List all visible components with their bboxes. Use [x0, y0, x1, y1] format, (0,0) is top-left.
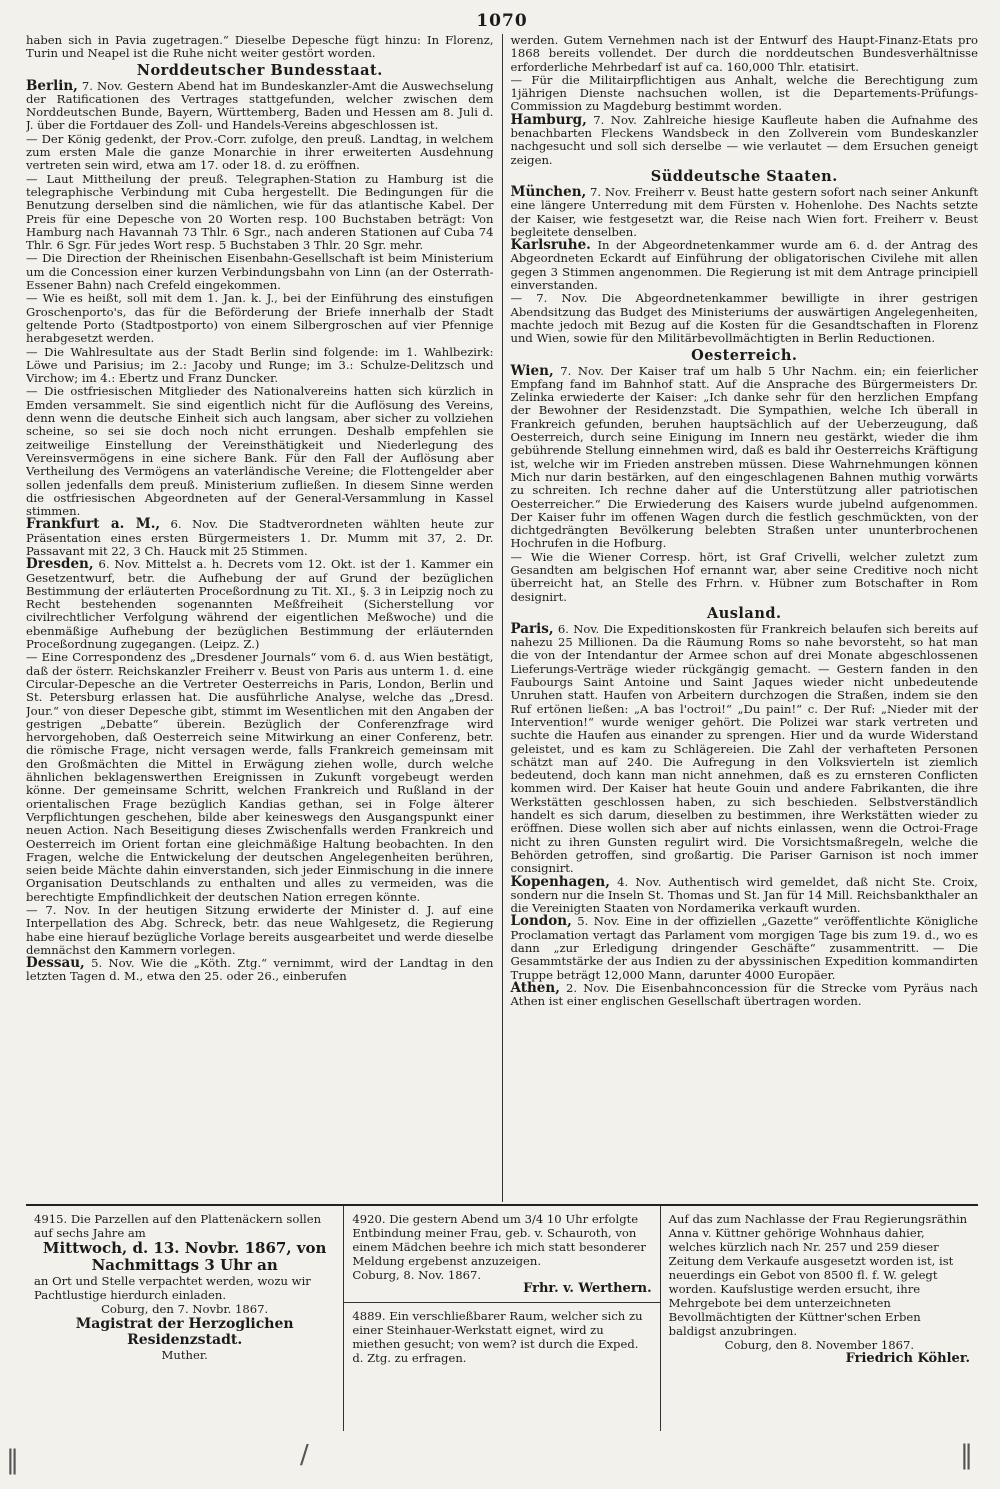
- paragraph: haben sich in Pavia zugetragen.“ Dieselbe Depesche fügt hinzu: In Florenz, Turin und Neapel ist die Ruhe nicht weiter gestört worden.: [26, 34, 494, 61]
- paragraph: — 7. Nov. In der heutigen Sitzung erwiderte der Minister d. J. auf eine Interpellation des Abg. Schreck, betr. das neue Wahlgesetz, die Regierung habe eine hierauf bezügliche Vorlage bereits ausgearbeitet und werde dieselbe demnächst den Kammern vorlegen.: [26, 903, 494, 957]
- dateline: Frankfurt a. M.,: [26, 516, 161, 533]
- page-number: 1070: [476, 11, 528, 31]
- advertisement-birth: [344, 1206, 659, 1302]
- section-heading: Süddeutsche Staaten.: [650, 167, 838, 185]
- paragraph-text: 6. Nov. Mittelst a. h. Decrets vom 12. Okt. ist der 1. Kammer ein Gesetzentwurf, betr. die Aufhebung der auf Grund der bezüglichen Bestimmung der erläuterten Proceßordnung zu Tit. XI., §. 3 in Leipzig noch zu Recht bestehenden sogenannten Meßfreiheit (Sicherstellung vor civilrechtlicher Verfolgung während der eigentlichen Meßwoche) und die ebenmäßige Aufhebung der bezüglichen Bestimmung der erläuternden Proceßordnung zugegangen. (Leipz. Z.): [26, 557, 494, 652]
- dateline: Athen,: [510, 979, 560, 996]
- ad-date: Coburg, 8. Nov. 1867.: [352, 1268, 482, 1282]
- section-heading: Oesterreich.: [691, 346, 798, 364]
- dateline: Paris,: [510, 620, 554, 637]
- paragraph: [510, 111, 979, 167]
- paragraph: [26, 518, 494, 558]
- right-column: [503, 34, 979, 1202]
- dateline: Wien,: [510, 362, 554, 379]
- paragraph-text: 6. Nov. Die Stadtverordneten wählten heute zur Präsentation eines ersten Bürgermeisters 1. Dr. Mumm mit 37, 2. Dr. Passavant mit 22, 3 Ch. Hauck mit 25 Stimmen.: [26, 517, 494, 558]
- paragraph: — Eine Correspondenz des „Dresdener Journals“ vom 6. d. aus Wien bestätigt, daß der österr. Reichskanzler Freiherr v. Beust von Paris aus unterm 1. d. eine Circular-Depesche an die Vertreter Oesterreichs in Paris, London, Berlin und St. Petersburg erlassen hat. Die ausführliche Analyse, welche das „Dresd. Jour.“ von dieser Depesche gibt, stimmt im Wesentlichen mit den Angaben der gestrigen „Debatte“ überein. Bezüglich der Conferenzfrage wird hervorgehoben, daß Oesterreich seine Mitwirkung an einer Conferenz, betr. die römische Frage, nicht versagen werde, falls Frankreich gemeinsam mit den Großmächten die Mittel in Erwägung ziehen wolle, durch welche ähnlichen beklagenswerthen Ereignissen in Zukunft vorgebeugt werden könne. Der gemeinsame Schritt, welchen Frankreich und Rußland in der orientalischen Frage bezüglich Kandias gethan, sei in Folge älterer Verpflichtungen geschehen, bilde aber keineswegs den Ausgangspunkt einer neuen Action. Nach Beseitigung dieses Zwischenfalls werden Frankreich und Oesterreich im Orient fortan eine gleichmäßige Haltung beobachten. In den Fragen, welche die Entwickelung der deutschen Angelegenheiten berühren, seien beide Mächte dahin einverstanden, sich jeder Einmischung in die innere Organisation Deutschlands zu enthalten und alles zu vermeiden, was die berechtigte Empfindlichkeit der deutschen Nation erregen könnte.: [26, 650, 494, 904]
- paragraph-text: In der Abgeordnetenkammer wurde am 6. d. der Antrag des Abgeordneten Eckardt auf Einführung der obligatorischen Civilehe mit allen gegen 3 Stimmen angenommen. Die Regierung ist mit dem Antrage principiell einverstanden.: [510, 238, 978, 293]
- paragraph: [26, 558, 494, 651]
- paragraph-text: 7. Nov. Gestern Abend hat im Bundeskanzler-Amt die Auswechselung der Ratificationen des Vertrages stattgefunden, welcher zwischen dem Norddeutschen Bunde, Bayern, Württemberg, Baden und Hessen am 8. Juli d. J. über die Fortdauer des Zoll- und Handels-Vereins abgeschlossen ist.: [26, 78, 494, 133]
- paragraph: [26, 957, 494, 984]
- paragraph: [510, 183, 979, 239]
- paragraph-text: 4. Nov. Authentisch wird gemeldet, daß nicht Ste. Croix, sondern nur die Inseln St. Thomas und St. Jan für 14 Mill. Reichsbankthaler an die Vereinigten Staaten von Nordamerika verkauft wurden.: [510, 874, 978, 916]
- dateline: Hamburg,: [510, 111, 587, 128]
- ad-text: 4920. Die gestern Abend um 3/4 10 Uhr erfolgte Entbindung meiner Frau, geb. v. Schauroth, von einem Mädchen beehre ich mich statt besonderer Meldung ergebenst anzuzeigen.: [352, 1212, 646, 1268]
- dateline: London,: [510, 913, 572, 930]
- dateline: Berlin,: [26, 77, 78, 94]
- ad-headline: Mittwoch, d. 13. Novbr. 1867, von Nachmittags 3 Uhr an: [42, 1239, 327, 1274]
- advertisement-room: [344, 1302, 659, 1371]
- paragraph: [510, 362, 979, 551]
- paragraph: — 7. Nov. Die Abgeordnetenkammer bewilligte in ihrer gestrigen Abendsitzung das Budget des Ministeriums der auswärtigen Angelegenheiten, machte jedoch mit Bezug auf die Kosten für die Gesandtschaften in Florenz und Wien, sowie für den Militärbevollmächtigten in Berlin Reductionen.: [510, 291, 978, 346]
- section-heading: Ausland.: [706, 604, 782, 622]
- dateline: Dresden,: [26, 556, 94, 573]
- ad-signature: Magistrat der Herzoglichen Residenzstadt.: [75, 1316, 294, 1348]
- paragraph-text: 6. Nov. Die Expeditionskosten für Frankreich belaufen sich bereits auf nahezu 25 Millionen. Da die Räumung Roms so nahe bevorsteht, so hat man die von der Intendantur der Armee schon auf drei Monate abgeschlossenen Lieferungs-Verträge wieder rückgängig gemacht. — Gestern fanden in den Faubourgs Saint Antoine und Saint Jaques wieder nicht unbedeutende Unruhen statt. Haufen von Arbeitern durchzogen die Straßen, indem sie den Ruf ertönen ließen: „A bas l'octroi!“ „Du pain!“ c. Der Ruf: „Nieder mit der Intervention!“ wurde weniger gehört. Die Polizei war stark vertreten und suchte die Haufen aus einander zu sprengen. Hier und da wurde Widerstand geleistet, und es kam zu Schlägereien. Die Zahl der verhafteten Personen schätzt man auf 240. Die Aufregung in den Volksvierteln ist ziemlich bedeutend, doch kann man nicht annehmen, daß es zu ernsteren Conflicten kommen wird. Der Kaiser hat heute Gouin und andere Fabrikanten, die ihre Werkstätten geschlossen haben, zu sich beschieden. Selbstverständlich handelt es sich darum, dieselben zu bestimmen, ihre Werkstätten wieder zu eröffnen. Diese wollen sich aber auf nichts einlassen, wenn die Octroi-Frage nicht zu ihren Gunsten regulirt wird. Die Vorsichtsmaßregeln, welche die Behörden getroffen, sind großartig. Die Pariser Garnison ist noch immer consignirt.: [510, 621, 978, 876]
- section-heading: Norddeutscher Bundesstaat.: [136, 61, 383, 79]
- ad-text: Auf das zum Nachlasse der Frau Regierungsräthin Anna v. Küttner gehörige Wohnhaus dahier, welches kürzlich nach Nr. 257 und 259 dieser Zeitung dem Verkaufe ausgesetzt worden ist, ist neuerdings ein Gebot von 8500 fl. f. W. gelegt worden. Kaufslustige werden ersucht, ihre Mehrgebote bei dem unterzeichneten Bevollmächtigten der Küttner'schen Erben baldigst anzubringen.: [668, 1212, 968, 1338]
- paragraph: [510, 873, 979, 916]
- dateline: München,: [510, 183, 587, 200]
- ad-signature: Frhr. v. Werthern.: [523, 1281, 652, 1296]
- pencil-mark: ‖: [960, 1440, 973, 1470]
- paragraph-text: 7. Nov. Zahlreiche hiesige Kaufleute haben die Aufnahme des benachbarten Fleckens Wandsbeck in den Zollverein vom Bundeskanzler nachgesucht und soll sich derselbe — wie verlautet — dem Ersuchen geneigt zeigen.: [510, 112, 978, 167]
- ad-date: Coburg, den 8. November 1867.: [724, 1338, 915, 1352]
- paragraph: [511, 239, 979, 292]
- paragraph: — Die ostfriesischen Mitglieder des Nationalvereins hatten sich kürzlich in Emden versammelt. Sie sind eigentlich nicht für die Auflösung des Vereins, denn wenn die deutsche Einheit sich auch langsam, aber sicher zu vollziehen scheine, so sei sie doch noch nicht errungen. Deshalb empfehlen sie zeitweilige Einstellung der Vereinsthätigkeit und Niederlegung des Vereinsvermögens in eine sichere Bank. Für den Fall der Auflösung aber Vertheilung des Vermögens an vaterländische Vereine; die Flottengelder aber sollen jedenfalls dem preuß. Ministerium zufließen. In diesem Sinne werden die ostfriesischen Abgeordneten auf der General-Versammlung in Kassel stimmen.: [26, 384, 494, 519]
- paragraph-text: 7. Nov. Der Kaiser traf um halb 5 Uhr Nachm. ein; ein feierlicher Empfang fand im Bahnhof statt. Auf die Ansprache des Bürgermeisters Dr. Zelinka erwiederte der Kaiser: „Ich danke sehr für den herzlichen Empfang der Bewohner der Residenzstadt. Die Sympathien, welche Ich überall in Frankreich gefunden, beruhen hauptsächlich auf der Ueberzeugung, daß Oesterreich, durch seine Einigung im Innern neu gestärkt, wieder die ihm gebührende Stellung einnehmen wird, daß es bald ihr Oesterreichs Kräftigung ist, welche wir im Frieden anstreben müssen. Diese Wahrnehmungen können Mich nur darin bestärken, auf den eingeschlagenen Bahnen muthig vorwärts zu schreiten. Ich rechne daher auf die Unterstützung aller patriotischen Oesterreicher.“ Die Erwiederung des Kaisers wurde jubelnd aufgenommen. Der Kaiser fuhr im offenen Wagen durch die festlich geschmückten, von der dichtgedrängten Bevölkerung belebten Straßen unter ununterbrochenen Hochrufen in die Hofburg.: [510, 363, 978, 551]
- paragraph: — Der König gedenkt, der Prov.-Corr. zufolge, den preuß. Landtag, in welchem zum ersten Male die ganze Monarchie in ihrer erweiterten Ausdehnung vertreten sein wird, etwa am 17. oder 18. d. zu eröffnen.: [26, 131, 494, 173]
- pencil-mark: ‖: [6, 1445, 19, 1475]
- ad-text: 4889. Ein verschließbarer Raum, welcher sich zu einer Steinhauer-Werkstatt eignet, wird zu miethen gesucht; von wem? ist durch die Exped. d. Ztg. zu erfragen.: [352, 1309, 643, 1365]
- paragraph: [26, 77, 494, 133]
- paragraph: — Laut Mittheilung der preuß. Telegraphen-Station zu Hamburg ist die telegraphische Verbindung mit Cuba hergestellt. Die Bedingungen für die Benutzung derselben sind die nämlichen, wie für das atlantische Kabel. Der Preis für eine Depesche von 20 Worten resp. 100 Buchstaben beträgt: Von Hamburg nach Havannah 73 Thlr. 6 Sgr., nach anderen Stationen auf Cuba 74 Thlr. 6 Sgr. Für jedes Wort resp. 5 Buchstaben 3 Thlr. 20 Sgr. mehr.: [26, 171, 494, 253]
- paragraph: — Wie es heißt, soll mit dem 1. Jan. k. J., bei der Einführung des einstufigen Groschenporto's, das für die Beförderung der Briefe innerhalb der Stadt geltende Porto (Stadtpostporto) von einem Silbergroschen auf vier Pfennige herabgesetzt werden.: [26, 291, 494, 346]
- paragraph: — Wie die Wiener Corresp. hört, ist Graf Crivelli, welcher zuletzt zum Gesandten am belgischen Hof ernannt war, aber seine Creditive noch nicht überreicht hat, an Stelle des Frhrn. v. Hübner zum Botschafter in Rom designirt.: [510, 549, 978, 604]
- advertisement-section: [26, 1204, 978, 1431]
- ad-date: Coburg, den 7. Novbr. 1867.: [101, 1302, 269, 1316]
- ad-text: an Ort und Stelle verpachtet werden, wozu wir Pachtlustige hierdurch einladen.: [34, 1274, 311, 1302]
- left-column: [26, 34, 503, 1202]
- ad-signature: Friedrich Köhler.: [845, 1351, 970, 1366]
- paragraph-text: 2. Nov. Die Eisenbahnconcession für die Strecke vom Pyräus nach Athen ist einer englischen Gesellschaft übertragen worden.: [510, 980, 978, 1009]
- dateline: Dessau,: [26, 955, 85, 972]
- dateline: Karlsruhe.: [510, 237, 591, 254]
- paragraph-text: 5. Nov. Eine in der offiziellen „Gazette“ veröffentlichte Königliche Proclamation vertagt das Parlament vom morgigen Tage bis zum 19. d., wo es dann „zur Erledigung dringender Geschäfte“ zusammentritt. — Die Gesammtstärke der aus Indien zu der abyssinischen Expedition kommandirten Truppe beträgt 12,000 Mann, darunter 4000 Europäer.: [510, 914, 978, 982]
- paragraph: — Für die Militairpflichtigen aus Anhalt, welche die Berechtigung zum 1jährigen Dienste nachsuchen wollen, ist die Departements-Prüfungs-Commission zu Magdeburg bestimmt worden.: [510, 72, 978, 114]
- paragraph: [510, 620, 979, 876]
- paragraph: — Die Direction der Rheinischen Eisenbahn-Gesellschaft ist beim Ministerium um die Concession einer kurzen Verbindungsbahn von Linn (an der Osterrath-Essener Bahn) nach Crefeld eingekommen.: [26, 251, 494, 293]
- advertisement-house: [661, 1206, 978, 1431]
- paragraph: [511, 915, 979, 981]
- paragraph: — Die Wahlresultate aus der Stadt Berlin sind folgende: im 1. Wahlbezirk: Löwe und Parisius; im 2.: Jacoby und Runge; im 3.: Schulze-Delitzsch und Virchow; im 4.: Ebertz und Franz Duncker.: [26, 344, 494, 386]
- article-columns: [26, 34, 978, 1202]
- pencil-mark: /: [300, 1440, 309, 1470]
- paragraph-text: 5. Nov. Wie die „Köth. Ztg.“ vernimmt, wird der Landtag in den letzten Tagen d. M., etwa den 25. oder 26., einberufen: [26, 956, 494, 984]
- dateline: Kopenhagen,: [510, 873, 610, 890]
- paragraph: werden. Gutem Vernehmen nach ist der Entwurf des Haupt-Finanz-Etats pro 1868 bereits vollendet. Der durch die norddeutschen Bundesverhältnisse erforderliche Mehrbedarf ist auf ca. 160,000 Thlr. etatisirt.: [510, 34, 978, 74]
- advertisement-middle: [343, 1206, 660, 1431]
- ad-name: Muther.: [161, 1348, 208, 1362]
- advertisement-plots: [26, 1206, 343, 1431]
- ad-text: 4915. Die Parzellen auf den Plattenäckern sollen auf sechs Jahre am: [34, 1212, 322, 1240]
- paragraph: [510, 979, 979, 1009]
- paragraph-text: 7. Nov. Freiherr v. Beust hatte gestern sofort nach seiner Ankunft eine längere Unterredung mit dem Fürsten v. Hohenlohe. Des Nachts setzte der Kaiser, wie festgesetzt war, die Reise nach Wien fort. Freiherr v. Beust begleitete denselben.: [510, 184, 978, 239]
